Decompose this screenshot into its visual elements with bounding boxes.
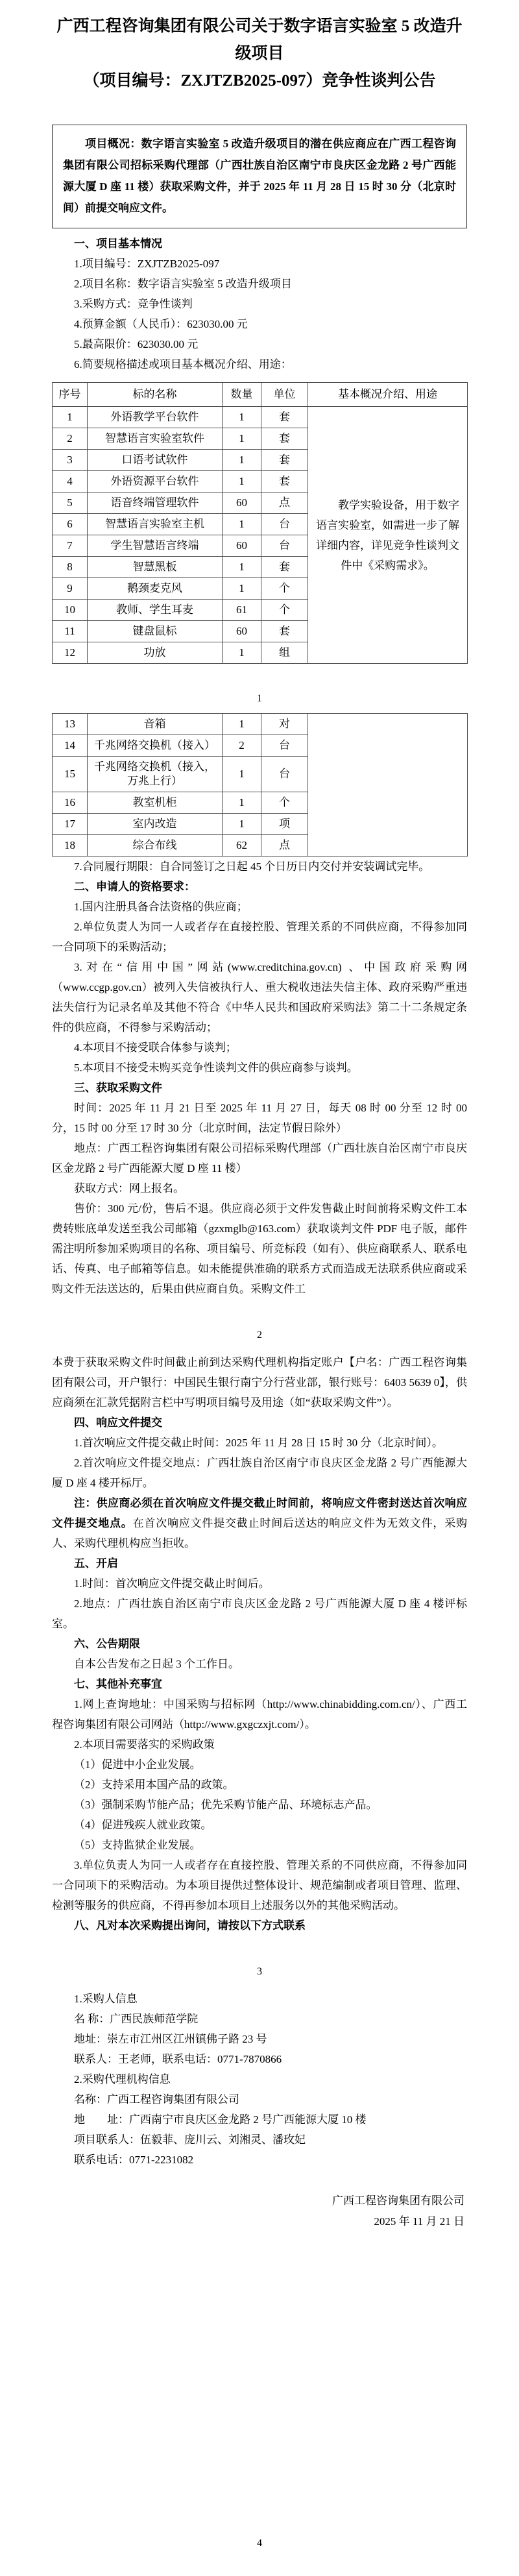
paragraph: 2.项目名称：数字语言实验室 5 改造升级项目 xyxy=(74,278,292,290)
table-cell: 鹅颈麦克风 xyxy=(88,578,223,600)
table-cell: 套 xyxy=(261,428,308,450)
document-title xyxy=(52,0,467,95)
table-cell: 千兆网络交换机（接入，万兆上行） xyxy=(88,757,223,792)
table-cell: 60 xyxy=(223,535,261,557)
table-cell: 1 xyxy=(53,407,88,428)
table-cell: 音箱 xyxy=(88,714,223,735)
table-cell: 台 xyxy=(261,757,308,792)
paragraph: 1.网上查询地址：中国采购与招标网（http://www.chinabidding.com.cn/）、广西工程咨询集团有限公司网站（http://www.gxgczxjt.com/）。 xyxy=(52,1698,467,1731)
table-cell: 套 xyxy=(261,407,308,428)
paragraph: 2.地点：广西壮族自治区南宁市良庆区金龙路 2 号广西能源大厦 D 座 4 楼评标室。 xyxy=(52,1598,467,1630)
table-cell: 62 xyxy=(223,835,261,857)
table-cell: 1 xyxy=(223,814,261,835)
project-overview-text: 项目概况：数字语言实验室 5 改造升级项目的潜在供应商应在广西工程咨询集团有限公司招标采购代理部（广西壮族自治区南宁市良庆区金龙路 2 号广西能源大厦 D 座 11 楼）获取采购文件，并于 2025 年 11 月 28 日 15 时 30 分（北京时间）前提交响应文件。 xyxy=(63,138,456,214)
note-bold-text: 注：供应商必须在首次响应文件提交截止时间前，将响应文件密封送达首次响应文件提交地点。 xyxy=(52,1497,467,1529)
table-cell: 10 xyxy=(53,600,88,621)
section-heading: 三、获取采购文件 xyxy=(74,1082,162,1094)
section-heading: 五、开启 xyxy=(74,1557,118,1570)
paragraph: 1.采购人信息 xyxy=(74,1993,138,2005)
table-merged-description-cell xyxy=(308,407,468,664)
table-cell: 4 xyxy=(53,471,88,492)
col-header-unit: 单位 xyxy=(261,383,308,407)
table-cell: 61 xyxy=(223,600,261,621)
section-heading: 八、凡对本次采购提出询问，请按以下方式联系 xyxy=(74,1919,306,1932)
table-cell: 1 xyxy=(223,757,261,792)
page-number-1: 1 xyxy=(257,693,262,704)
page-number-3: 3 xyxy=(257,1966,262,1977)
table-cell: 套 xyxy=(261,471,308,492)
document-body xyxy=(52,857,467,2170)
section-heading: 七、其他补充事宜 xyxy=(74,1678,162,1690)
procurement-items-table-part2 xyxy=(52,713,468,857)
table-cell: 智慧语言实验室软件 xyxy=(88,428,223,450)
table-cell: 智慧语言实验室主机 xyxy=(88,514,223,535)
table-row xyxy=(53,407,468,428)
paragraph: 3.对在“信用中国”网站(www.creditchina.gov.cn) 、中国政府采购网（www.ccgp.gov.cn）被列入失信被执行人、重大税收违法失信主体、政府采购严重违法失信行为记录名单及其他不符合《中华人民共和国政府采购法》第二十二条规定条件的供应商，不得参与采购活动； xyxy=(52,961,467,1034)
table-cell: 1 xyxy=(223,450,261,471)
table-cell: 8 xyxy=(53,557,88,578)
signature-company: 广西工程咨询集团有限公司 xyxy=(332,2194,465,2207)
table-cell: 15 xyxy=(53,757,88,792)
table-cell: 综合布线 xyxy=(88,835,223,857)
paragraph: （5）支持监狱企业发展。 xyxy=(74,1839,201,1851)
paragraph: （1）促进中小企业发展。 xyxy=(74,1758,201,1771)
table-cell: 对 xyxy=(261,714,308,735)
paragraph: 联系人：王老师，联系电话：0771-7870866 xyxy=(74,2053,282,2065)
signature-date: 2025 年 11 月 21 日 xyxy=(374,2215,465,2228)
paragraph: 4.本项目不接受联合体参与谈判； xyxy=(74,1041,237,1054)
table-cell: 1 xyxy=(223,428,261,450)
table-cell: 2 xyxy=(223,735,261,757)
table-cell: 智慧黑板 xyxy=(88,557,223,578)
table-cell: 点 xyxy=(261,835,308,857)
section-basic-info xyxy=(52,234,467,374)
page-number-2: 2 xyxy=(257,1330,262,1341)
paragraph: （4）促进残疾人就业政策。 xyxy=(74,1819,212,1831)
paragraph: 地 址：广西南宁市良庆区金龙路 2 号广西能源大厦 10 楼 xyxy=(74,2113,367,2126)
table-cell: 18 xyxy=(53,835,88,857)
table-cell: 1 xyxy=(223,514,261,535)
table-cell: 1 xyxy=(223,407,261,428)
paragraph: 5.本项目不接受未购买竞争性谈判文件的供应商参与谈判。 xyxy=(74,1062,358,1074)
paragraph: 地址：崇左市江州区江州镇佛子路 23 号 xyxy=(74,2033,267,2045)
signature-block xyxy=(52,2191,467,2232)
section-heading: 六、公告期限 xyxy=(74,1638,140,1650)
paragraph: 2.单位负责人为同一人或者存在直接控股、管理关系的不同供应商，不得参加同一合同项下的采购活动； xyxy=(52,921,467,953)
table-cell: 11 xyxy=(53,621,88,642)
paragraph: 本费于获取采购文件时间截止前到达采购代理机构指定账户【户名：广西工程咨询集团有限公司，开户银行：中国民生银行南宁分行营业部，银行账号：6403 5639 0】，供应商须在汇款凭据附言栏中写明项目编号及用途（如“获取采购文件”）。 xyxy=(52,1356,467,1409)
page-number-4: 4 xyxy=(257,2538,262,2549)
col-header-description: 基本概况介绍、用途 xyxy=(308,383,468,407)
paragraph: （2）支持采用本国产品的政策。 xyxy=(74,1779,234,1791)
table-cell: 1 xyxy=(223,557,261,578)
paragraph: 2.采购代理机构信息 xyxy=(74,2073,171,2085)
procurement-items-table-part1 xyxy=(52,382,468,664)
table-row xyxy=(53,714,468,735)
items-description-text: 教学实验设备，用于数字语言实验室，如需进一步了解详细内容，详见竞争性谈判文件中《采购需求》。 xyxy=(316,498,459,572)
paragraph: 获取方式：网上报名。 xyxy=(74,1182,184,1195)
document-title-line1: 广西工程咨询集团有限公司关于数字语言实验室 5 改造升级项目 xyxy=(56,18,463,62)
table-cell: 组 xyxy=(261,642,308,664)
table-cell: 14 xyxy=(53,735,88,757)
note-paragraph xyxy=(52,1493,467,1553)
paragraph: 售价：300 元/份，售后不退。供应商必须于文件发售截止时间前将采购文件工本费转账底单发送至我公司邮箱（gzxmglb@163.com）获取谈判文件 PDF 电子版，邮件需注明所参加采购项目的名称、项目编号、所竞标段（如有）、供应商联系人、联系电话、传真、电子邮箱等信息。如未能提供准确的联系方式而造成无法联系供应商或采购文件无法送达的，后果由供应商自负。采购文件工 xyxy=(52,1202,467,1295)
table-cell: 套 xyxy=(261,450,308,471)
table-cell: 7 xyxy=(53,535,88,557)
table-cell: 1 xyxy=(223,471,261,492)
note-regular-text: 在首次响应文件提交截止时间后送达的响应文件为无效文件，采购人、采购代理机构应当拒收。 xyxy=(52,1517,468,1549)
table-merged-description-cell xyxy=(308,714,468,857)
table-cell: 学生智慧语言终端 xyxy=(88,535,223,557)
table-cell: 台 xyxy=(261,535,308,557)
paragraph: 3.单位负责人为同一人或者存在直接控股、管理关系的不同供应商，不得参加同一合同项下的采购活动。为本项目提供过整体设计、规范编制或者项目管理、监理、检测等服务的供应商，不得再参加本项目上述服务以外的其他采购活动。 xyxy=(52,1859,467,1912)
table-cell: 个 xyxy=(261,600,308,621)
col-header-quantity: 数量 xyxy=(223,383,261,407)
table-cell: 2 xyxy=(53,428,88,450)
paragraph: 1.首次响应文件提交截止时间：2025 年 11 月 28 日 15 时 30 分（北京时间）。 xyxy=(74,1437,443,1449)
paragraph: 1.项目编号：ZXJTZB2025-097 xyxy=(74,258,220,270)
paragraph: 5.最高限价：623030.00 元 xyxy=(74,338,199,350)
table-cell: 功放 xyxy=(88,642,223,664)
col-header-item-name: 标的名称 xyxy=(88,383,223,407)
table-cell: 9 xyxy=(53,578,88,600)
paragraph: 1.国内注册具备合法资格的供应商； xyxy=(74,901,248,913)
paragraph: 联系电话：0771-2231082 xyxy=(74,2154,194,2166)
paragraph: 项目联系人：伍毅菲、庞川云、刘湘灵、潘玫妃 xyxy=(74,2133,306,2146)
paragraph: 2.本项目需要落实的采购政策 xyxy=(74,1738,215,1751)
table-cell: 3 xyxy=(53,450,88,471)
table-cell: 1 xyxy=(223,714,261,735)
table-cell: 16 xyxy=(53,792,88,814)
paragraph: 时间：2025 年 11 月 21 日至 2025 年 11 月 27 日，每天 08 时 00 分至 12 时 00 分，15 时 00 分至 17 时 30 分（北京时间，法定节假日除外） xyxy=(52,1102,467,1134)
table-cell: 口语考试软件 xyxy=(88,450,223,471)
table-cell: 项 xyxy=(261,814,308,835)
paragraph: 名 称：广西民族师范学院 xyxy=(74,2013,199,2025)
table-cell: 12 xyxy=(53,642,88,664)
table-cell: 60 xyxy=(223,492,261,514)
table-cell: 教室机柜 xyxy=(88,792,223,814)
paragraph: 4.预算金额（人民币）：623030.00 元 xyxy=(74,318,248,330)
table-cell: 5 xyxy=(53,492,88,514)
table-cell: 1 xyxy=(223,642,261,664)
table-cell: 台 xyxy=(261,735,308,757)
table-cell: 键盘鼠标 xyxy=(88,621,223,642)
project-overview-box xyxy=(52,125,467,228)
section-heading: 二、申请人的资格要求： xyxy=(74,881,195,893)
section-heading: 一、项目基本情况 xyxy=(74,237,162,250)
table-cell: 教师、学生耳麦 xyxy=(88,600,223,621)
table-cell: 13 xyxy=(53,714,88,735)
table-cell: 台 xyxy=(261,514,308,535)
table-cell: 外语资源平台软件 xyxy=(88,471,223,492)
table-cell: 6 xyxy=(53,514,88,535)
table-cell: 点 xyxy=(261,492,308,514)
paragraph: 自本公告发布之日起 3 个工作日。 xyxy=(74,1658,239,1670)
paragraph: 7.合同履行期限：自合同签订之日起 45 个日历日内交付并安装调试完毕。 xyxy=(74,860,430,873)
table-cell: 千兆网络交换机（接入） xyxy=(88,735,223,757)
paragraph: 1.时间：首次响应文件提交截止时间后。 xyxy=(74,1577,270,1590)
paragraph: 名称：广西工程咨询集团有限公司 xyxy=(74,2093,239,2106)
paragraph: 6.简要规格描述或项目基本概况介绍、用途： xyxy=(74,358,292,371)
table-cell: 1 xyxy=(223,578,261,600)
paragraph: 地点：广西工程咨询集团有限公司招标采购代理部（广西壮族自治区南宁市良庆区金龙路 2 号广西能源大厦 D 座 11 楼） xyxy=(52,1142,467,1174)
table-cell: 个 xyxy=(261,578,308,600)
table-cell: 个 xyxy=(261,792,308,814)
col-header-index: 序号 xyxy=(53,383,88,407)
table-cell: 套 xyxy=(261,557,308,578)
section-heading: 四、响应文件提交 xyxy=(74,1416,162,1429)
document-title-line2: （项目编号：ZXJTZB2025-097）竞争性谈判公告 xyxy=(83,72,436,90)
table-header-row xyxy=(53,383,468,407)
table-cell: 套 xyxy=(261,621,308,642)
table-cell: 60 xyxy=(223,621,261,642)
table-cell: 1 xyxy=(223,792,261,814)
paragraph: 3.采购方式：竞争性谈判 xyxy=(74,298,193,310)
table-cell: 17 xyxy=(53,814,88,835)
table-cell: 外语教学平台软件 xyxy=(88,407,223,428)
paragraph: （3）强制采购节能产品；优先采购节能产品、环境标志产品。 xyxy=(74,1799,378,1811)
table-cell: 室内改造 xyxy=(88,814,223,835)
table-cell: 语音终端管理软件 xyxy=(88,492,223,514)
paragraph: 2.首次响应文件提交地点：广西壮族自治区南宁市良庆区金龙路 2 号广西能源大厦 D 座 4 楼开标厅。 xyxy=(52,1457,467,1489)
